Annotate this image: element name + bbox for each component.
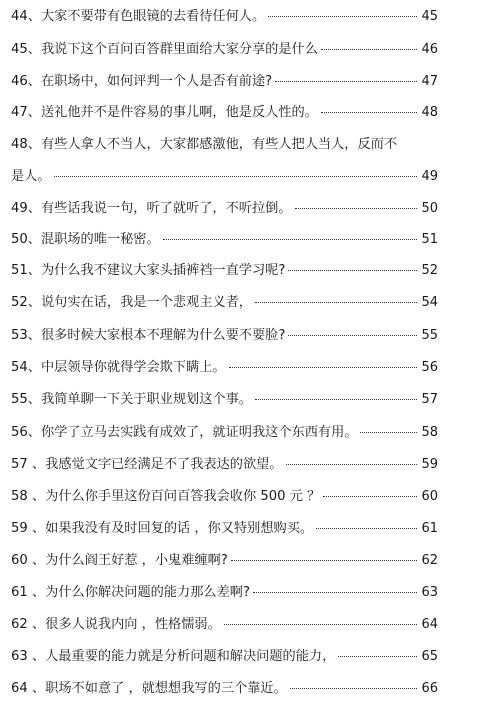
toc-entry-page: 58: [421, 425, 438, 440]
toc-entry-title: 62 、很多人说我内向 ，性格懦弱。: [11, 617, 221, 632]
toc-entry-title: 63 、人最重要的能力就是分析问题和解决问题的能力，: [11, 649, 336, 664]
toc-entry-title: 47、送礼他并不是件容易的事儿啊，他是反人性的。: [11, 105, 318, 120]
toc-entry: [11, 481, 438, 513]
toc-entry-page: 49: [421, 169, 438, 184]
toc-entry-page: 60: [421, 489, 438, 504]
toc-entry-title: 64 、职场不如意了 ，就想想我写的三个靠近。: [11, 681, 287, 696]
toc-entry-page: 56: [421, 360, 438, 375]
dot-leader: [231, 560, 417, 561]
toc-entry-title: 49、有些话我说一句，听了就听了，不听拉倒。: [11, 201, 292, 216]
toc-entry-page: 57: [421, 392, 438, 407]
toc-entry: [11, 577, 438, 609]
dot-leader: [360, 432, 417, 433]
toc-entry-page: 62: [421, 553, 438, 568]
toc-entry: [11, 193, 438, 225]
dot-leader: [275, 81, 417, 82]
dot-leader: [253, 592, 417, 593]
dot-leader: [255, 399, 417, 400]
dot-leader: [295, 208, 417, 209]
toc-entry-page: 64: [421, 617, 438, 632]
dot-leader: [288, 335, 417, 336]
toc-entry-page: 51: [421, 232, 438, 247]
toc-entry-page: 46: [421, 42, 438, 57]
toc-entry: [11, 34, 438, 66]
toc-entry: [11, 352, 438, 384]
dot-leader: [268, 16, 417, 17]
toc-entry: [11, 320, 438, 352]
toc-entry: [11, 255, 438, 287]
toc-entry-title: 55、我简单聊一下关于职业规划这个事。: [11, 392, 252, 407]
dot-leader: [288, 270, 417, 271]
toc-entry-page: 63: [421, 585, 438, 600]
toc-entry-title: 46、在职场中，如何评判一个人是否有前途?: [11, 74, 273, 89]
toc-entry: [11, 417, 438, 449]
toc-entry: [11, 513, 438, 545]
toc-entry-title-continued: 是人。: [11, 169, 51, 184]
dot-leader: [224, 624, 417, 625]
toc-entry-title: 50、混职场的唯一秘密。: [11, 232, 160, 247]
toc-entry: [11, 449, 438, 481]
toc-entry: [11, 224, 438, 256]
toc-entry: [11, 97, 438, 129]
dot-leader: [321, 112, 417, 113]
dot-leader: [229, 367, 417, 368]
toc-entry-title: 51、为什么我不建议大家头插裤裆一直学习呢?: [11, 263, 286, 278]
toc-entry-title: 44、大家不要带有色眼镜的去看待任何人。: [11, 9, 266, 24]
toc-entry-page: 52: [421, 263, 438, 278]
dot-leader: [321, 49, 417, 50]
toc-entry-title: 54、中层领导你就得学会欺下瞒上。: [11, 360, 226, 375]
dot-leader: [338, 656, 417, 657]
dot-leader: [255, 302, 417, 303]
toc-entry-title: 48、有些人拿人不当人，大家都感激他，有些人把人当人，反而不: [11, 137, 398, 152]
toc-entry-title: 45、我说下这个百问百答群里面给大家分享的是什么: [11, 42, 318, 57]
toc-entry: [11, 641, 438, 673]
toc-entry: [11, 287, 438, 319]
toc-entry-page: 65: [421, 649, 438, 664]
toc-entry-title: 58 、为什么你手里这份百问百答我会收你 500 元 ？: [11, 489, 321, 504]
toc-entry-page: 47: [421, 74, 438, 89]
toc-entry-page: 48: [421, 105, 438, 120]
dot-leader: [54, 176, 417, 177]
toc-entry-page: 61: [421, 521, 438, 536]
toc-entry-title: 52、说句实在话，我是一个悲观主义者，: [11, 295, 252, 310]
toc-entry-page: 54: [421, 295, 438, 310]
dot-leader: [286, 464, 417, 465]
toc-entry-page: 45: [421, 9, 438, 24]
toc-entry: [11, 129, 438, 193]
toc-entry-page: 55: [421, 328, 438, 343]
dot-leader: [316, 528, 417, 529]
toc-entry-title: 56、你学了立马去实践有成效了，就证明我这个东西有用。: [11, 425, 358, 440]
toc-entry-page: 50: [421, 201, 438, 216]
toc-entry-title: 57 、我感觉文字已经满足不了我表达的欲望。: [11, 457, 283, 472]
toc-entry-title: 59 、如果我没有及时回复的话 ，你又特别想购买。: [11, 521, 314, 536]
dot-leader: [163, 239, 417, 240]
toc-entry-title: 60 、为什么阎王好惹 ，小鬼难缠啊?: [11, 553, 228, 568]
toc-entry-title: 53、很多时候大家根本不理解为什么要不要脸?: [11, 328, 286, 343]
dot-leader: [323, 496, 417, 497]
toc-entry: [11, 673, 438, 705]
toc-entry-page: 66: [421, 681, 438, 696]
toc-entry: [11, 384, 438, 416]
toc-entry: [11, 66, 438, 98]
toc-entry-page: 59: [421, 457, 438, 472]
toc-entry: [11, 1, 438, 33]
dot-leader: [290, 688, 417, 689]
toc-entry: [11, 545, 438, 577]
toc-entry: [11, 609, 438, 641]
toc-entry-title: 61 、为什么你解决问题的能力那么差啊?: [11, 585, 250, 600]
